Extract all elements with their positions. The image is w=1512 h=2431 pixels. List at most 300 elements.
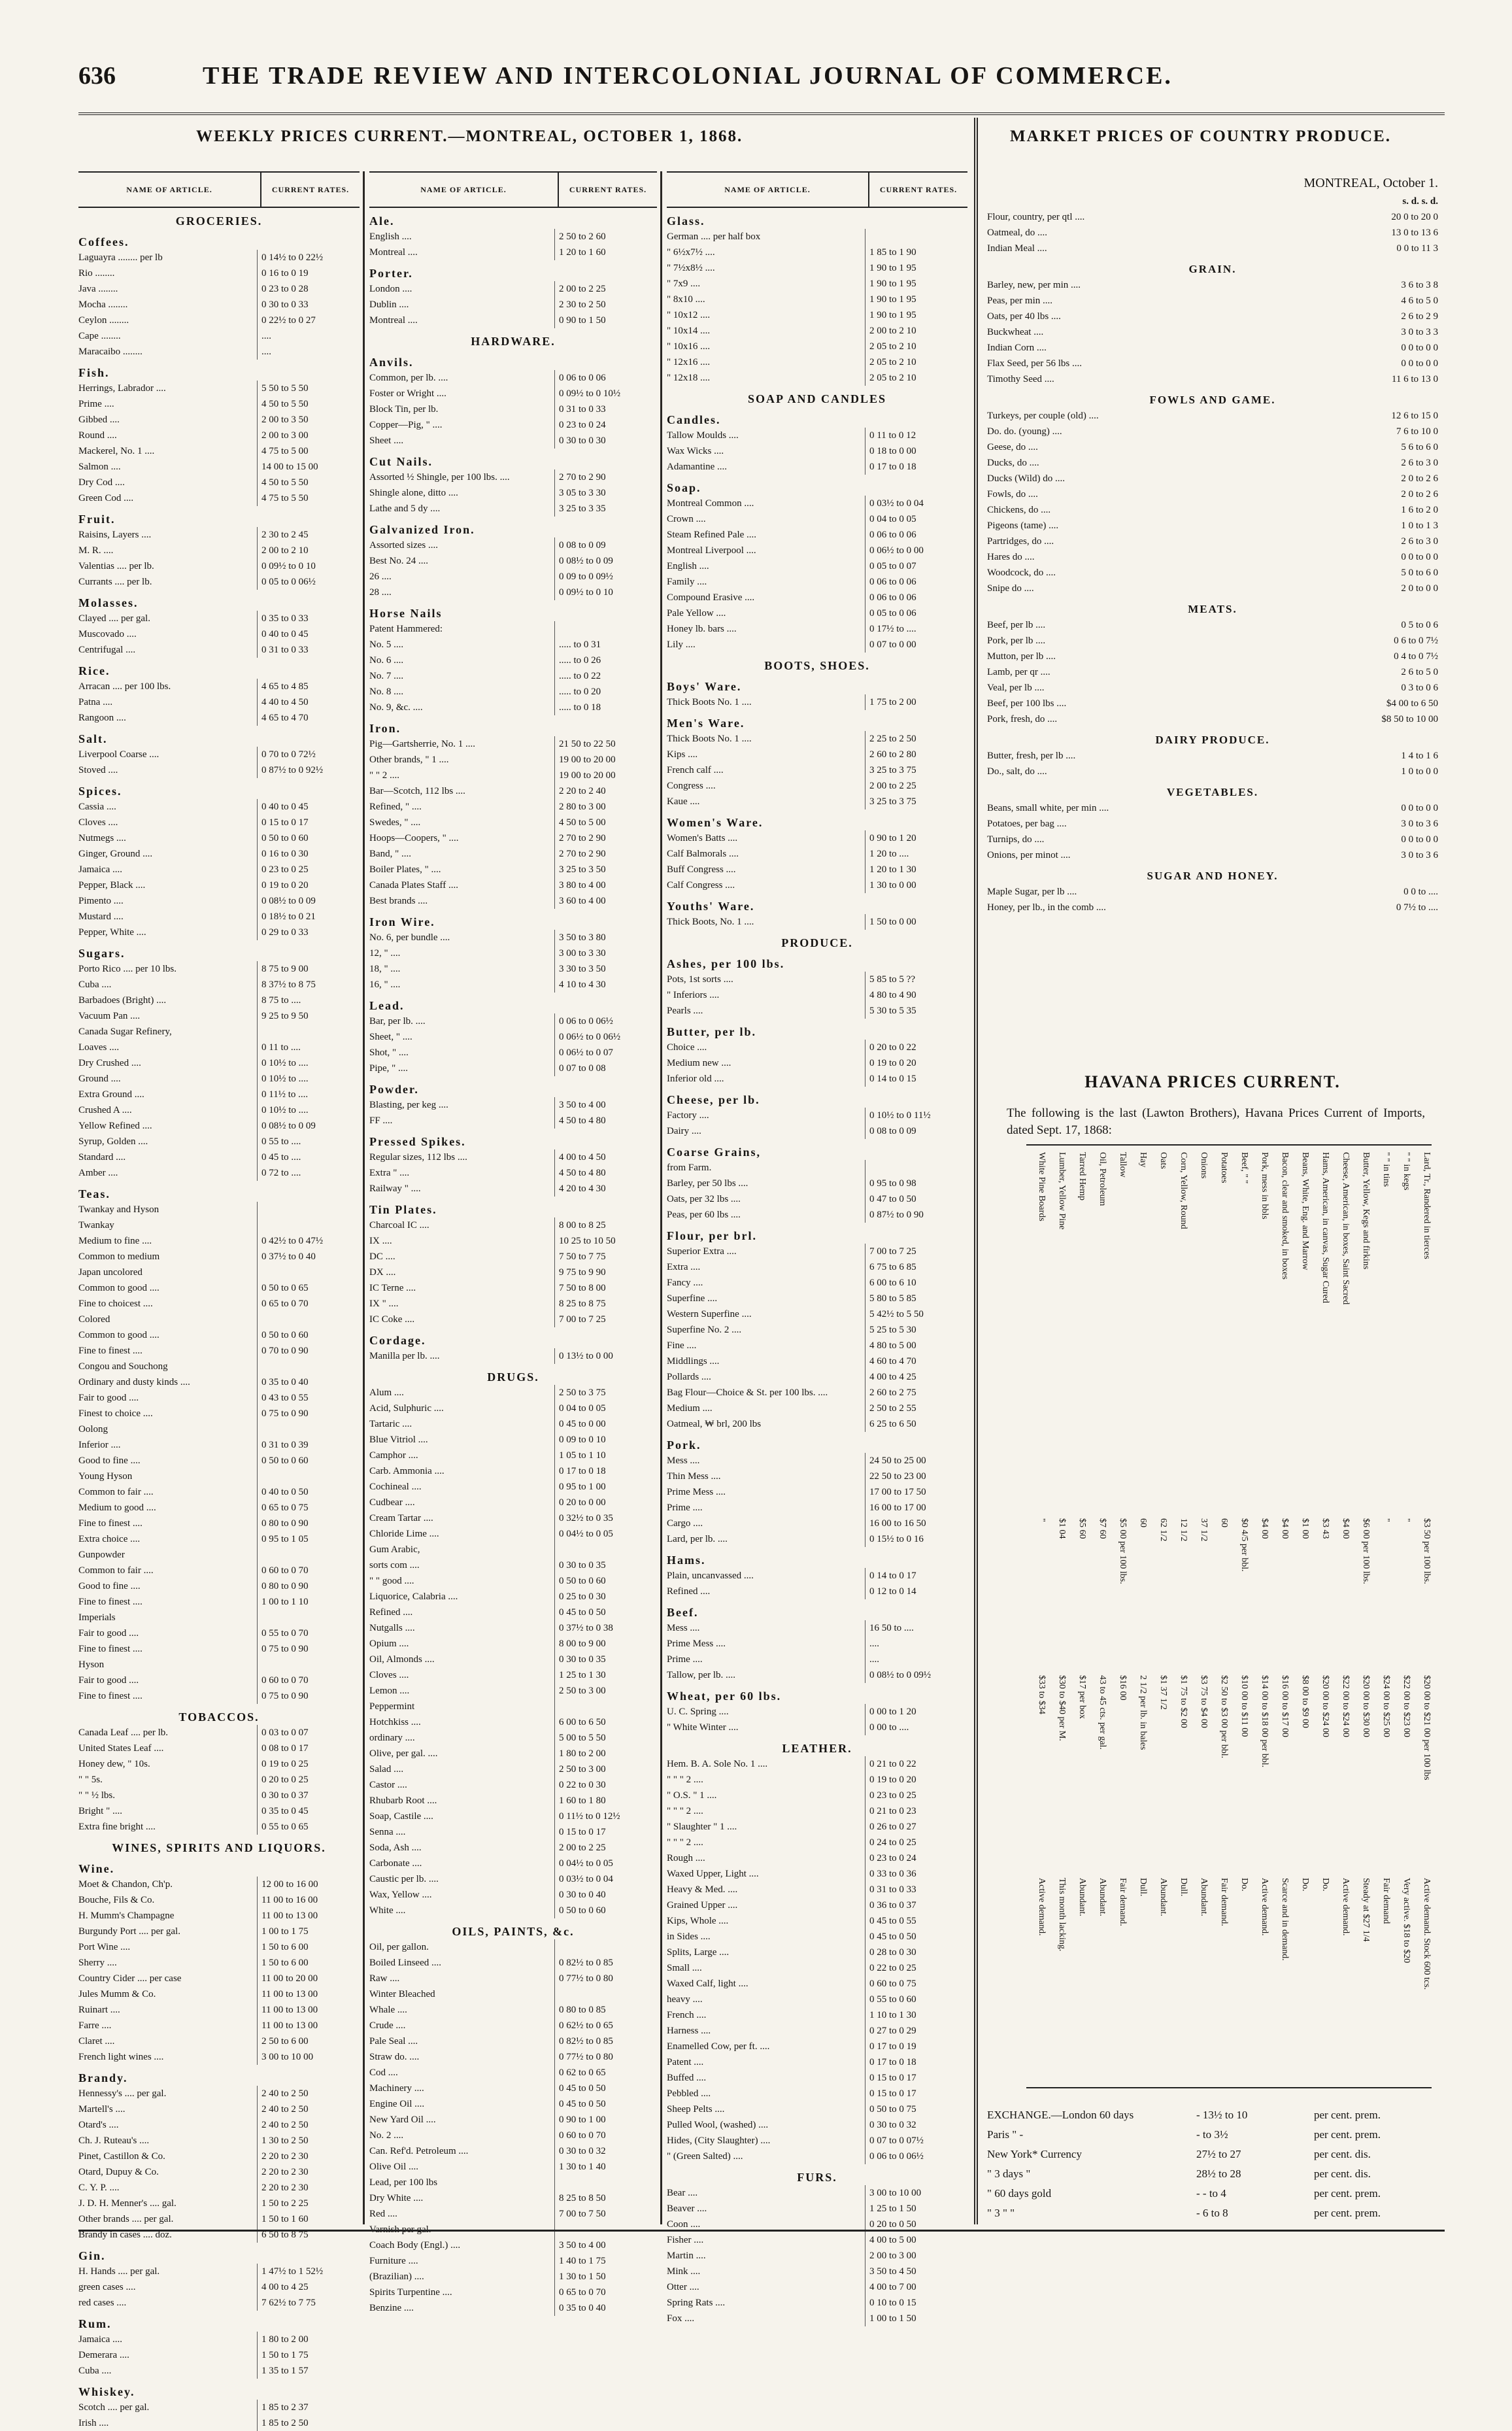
article-name: Mess .... — [667, 1455, 700, 1466]
article-name: Ruinart .... — [78, 2005, 120, 2015]
havana-item: Tallow — [1118, 1152, 1128, 1178]
current-rate: 4 20 to 4 30 — [554, 1181, 657, 1197]
current-rate: 1 10 to 1 30 — [865, 2007, 967, 2023]
current-rate: 2 20 to 2 30 — [257, 2164, 360, 2180]
current-rate: 0 06½ to 0 07 — [554, 1045, 657, 1061]
market-row — [987, 371, 1438, 387]
current-rate: 1 30 to 1 50 — [554, 2269, 657, 2285]
current-rate: 4 00 to 4 25 — [257, 2279, 360, 2295]
price-row — [369, 815, 657, 830]
current-rate: 0 04 to 0 05 — [865, 511, 967, 527]
article-name: Choice .... — [667, 1042, 707, 1053]
article-name: Honey lb. bars .... — [667, 624, 737, 634]
price-row — [667, 1720, 967, 1735]
current-rate: 0 30 to 0 37 — [257, 1788, 360, 1803]
article-name: Gunpowder — [78, 1550, 125, 1560]
article-name: Medium to fine .... — [78, 1236, 152, 1246]
article-name: Honey, per lb., in the comb .... — [987, 902, 1106, 913]
current-rate: .... — [257, 328, 360, 344]
price-row — [667, 846, 967, 862]
article-name: Hennessy's .... per gal. — [78, 2088, 167, 2099]
current-rate: 0 80 to 0 85 — [554, 2002, 657, 2018]
article-name: Dairy .... — [667, 1126, 701, 1136]
article-name: Geese, do .... — [987, 442, 1038, 452]
column-body — [667, 213, 967, 2326]
current-rate: 16 50 to .... — [865, 1620, 967, 1636]
category-heading: WINES, SPIRITS AND LIQUORS. — [112, 1841, 326, 1854]
current-rate: 7 00 to 7 50 — [554, 2206, 657, 2222]
price-row — [369, 1714, 657, 1730]
price-row — [78, 1280, 360, 1296]
current-rate: 1 00 to 1 10 — [257, 1594, 360, 1610]
current-rate: 0 20 to 0 50 — [865, 2217, 967, 2232]
price-row — [667, 914, 967, 930]
article-name: Best brands .... — [369, 896, 428, 906]
article-name: Veal, per lb .... — [987, 683, 1045, 693]
havana-column — [1110, 1152, 1128, 2074]
article-name: Heavy & Med. .... — [667, 1884, 738, 1895]
market-row — [987, 471, 1438, 486]
current-rate: 0 23 to 0 28 — [257, 281, 360, 297]
price-row — [667, 762, 967, 778]
current-rate: 0 29 to 0 33 — [257, 925, 360, 940]
price-row — [369, 1809, 657, 1824]
price-row — [667, 1667, 967, 1683]
current-rate: 7 50 to 8 00 — [554, 1280, 657, 1296]
current-rate: 12 00 to 16 00 — [257, 1877, 360, 1892]
article-name: (Brazilian) .... — [369, 2271, 424, 2282]
current-rate: 0 20 to 0 22 — [865, 1040, 967, 1055]
article-name: Engine Oil .... — [369, 2099, 425, 2109]
subcategory-heading: Molasses. — [78, 596, 139, 609]
market-row — [987, 764, 1438, 779]
subcategory-heading: Beef. — [667, 1606, 699, 1619]
price-row — [667, 1992, 967, 2007]
price-row — [78, 762, 360, 778]
price-row — [78, 1374, 360, 1390]
article-name: Bright " .... — [78, 1806, 122, 1816]
article-name: Western Superfine .... — [667, 1309, 752, 1319]
article-name: Common to medium — [78, 1251, 160, 1262]
article-name: U. C. Spring .... — [667, 1707, 729, 1717]
current-rate: 0 23 to 0 24 — [865, 1850, 967, 1866]
price-row — [78, 1390, 360, 1406]
price-row — [78, 1673, 360, 1688]
article-name: Yellow Refined .... — [78, 1121, 152, 1131]
current-rate: 0 30 to 0 32 — [554, 2143, 657, 2159]
current-rate: 20 0 to 20 0 — [1391, 212, 1438, 222]
price-row — [369, 668, 657, 684]
price-row — [78, 1725, 360, 1741]
article-name: Laguayra ........ per lb — [78, 252, 163, 263]
market-row — [987, 696, 1438, 711]
price-row — [369, 2253, 657, 2269]
column-header-name: NAME OF ARTICLE. — [126, 185, 212, 194]
current-rate: .... — [865, 1636, 967, 1652]
article-name: Olive, per gal. .... — [369, 1748, 438, 1759]
current-rate: 0 55 to .... — [257, 1134, 360, 1149]
current-rate: 0 06½ to 0 06½ — [554, 1029, 657, 1045]
subcategory-heading: Butter, per lb. — [667, 1025, 757, 1038]
exchange-name: " 3 " " — [987, 2207, 1015, 2219]
article-name: Cape ........ — [78, 331, 121, 341]
article-name: Fair to good .... — [78, 1628, 139, 1639]
current-rate: 7 00 to 7 25 — [865, 1244, 967, 1259]
current-rate: 2 30 to 2 50 — [554, 297, 657, 313]
current-rate: 1 85 to 2 50 — [257, 2415, 360, 2431]
market-row — [987, 408, 1438, 424]
article-name: Charcoal IC .... — [369, 1220, 429, 1231]
current-rate — [865, 229, 967, 245]
current-rate: 12 6 to 15 0 — [1391, 411, 1438, 421]
article-name: Colored — [78, 1314, 110, 1325]
article-name: Amber .... — [78, 1168, 118, 1178]
price-row — [667, 1584, 967, 1599]
exchange-note: per cent. prem. — [1314, 2207, 1381, 2219]
article-name: Shingle alone, ditto .... — [369, 488, 458, 498]
havana-duty: 60 — [1219, 1518, 1229, 1527]
havana-price: $17 per box — [1077, 1675, 1087, 1719]
article-name: " 10x16 .... — [667, 341, 711, 352]
article-name: Hyson — [78, 1659, 105, 1670]
article-name: Partridges, do .... — [987, 536, 1054, 547]
article-name: White .... — [369, 1905, 406, 1916]
current-rate: 3 6 to 3 8 — [1401, 280, 1438, 290]
article-name: Oil, Almonds .... — [369, 1654, 435, 1665]
price-row — [78, 2332, 360, 2347]
havana-item: Bacon, clear and smoked, in boxes — [1280, 1152, 1290, 1280]
price-row — [667, 1123, 967, 1139]
article-name: Blasting, per keg .... — [369, 1100, 448, 1110]
havana-duty: $4 00 — [1341, 1518, 1351, 1539]
article-name: Mocha ........ — [78, 299, 128, 310]
havana-remark: Very active. $18 to $20 — [1402, 1878, 1411, 1964]
current-rate — [257, 1312, 360, 1327]
current-rate: 0 03½ to 0 04 — [554, 1871, 657, 1887]
price-row — [78, 396, 360, 412]
havana-duty: $3 50 per 100 lbs. — [1422, 1518, 1432, 1584]
current-rate: 0 55 to 0 60 — [865, 1992, 967, 2007]
price-row — [667, 370, 967, 386]
price-row — [78, 1756, 360, 1772]
price-row — [369, 783, 657, 799]
price-row — [369, 569, 657, 585]
current-rate: 1 40 to 1 75 — [554, 2253, 657, 2269]
havana-remark: Abundant. — [1199, 1878, 1209, 1916]
price-row — [78, 1071, 360, 1087]
article-name: No. 9, &c. .... — [369, 702, 423, 713]
price-row — [369, 893, 657, 909]
current-rate: 0 42½ to 0 47½ — [257, 1233, 360, 1249]
article-name: Bar, per lb. .... — [369, 1016, 426, 1027]
article-name: Pulled Wool, (washed) .... — [667, 2120, 769, 2130]
current-rate: 0 45 to 0 50 — [554, 2081, 657, 2096]
article-name: Tallow Moulds .... — [667, 430, 739, 441]
havana-duty: $3 43 — [1320, 1518, 1330, 1539]
current-rate: 11 00 to 13 00 — [257, 1986, 360, 2002]
article-name: Dry Crushed .... — [78, 1058, 141, 1068]
article-name: French light wines .... — [78, 2052, 164, 2062]
article-name: Peas, per min .... — [987, 296, 1052, 306]
current-rate: 0 87½ to 0 90 — [865, 1207, 967, 1223]
price-row — [369, 1746, 657, 1761]
article-name: Bar—Scotch, 112 lbs .... — [369, 786, 465, 796]
article-name: Woodcock, do .... — [987, 568, 1056, 578]
current-rate: 0 30 to 0 35 — [554, 1557, 657, 1573]
current-rate: 0 30 to 0 33 — [257, 297, 360, 313]
havana-price: $30 to $40 per M. — [1057, 1675, 1067, 1741]
current-rate: 1 25 to 1 30 — [554, 1667, 657, 1683]
price-row — [78, 344, 360, 360]
article-name: Crushed A .... — [78, 1105, 132, 1115]
havana-intro: The following is the last (Lawton Brothers), Havana Prices Current of Imports, dated Sept. 17, 1868: — [1007, 1106, 1425, 1137]
current-rate — [257, 1469, 360, 1484]
price-row — [369, 1730, 657, 1746]
article-name: Boiled Linseed .... — [369, 1958, 441, 1968]
current-rate: 0 35 to 0 45 — [257, 1803, 360, 1819]
price-row — [369, 846, 657, 862]
price-row — [369, 1061, 657, 1076]
current-rate: 2 50 to 2 55 — [865, 1401, 967, 1416]
article-name: Fowls, do .... — [987, 489, 1038, 500]
article-name: IX .... — [369, 1236, 392, 1246]
exchange-value: 28½ to 28 — [1196, 2168, 1241, 2180]
article-name: Raisins, Layers .... — [78, 530, 152, 540]
price-row — [667, 794, 967, 809]
subcategory-heading: Fruit. — [78, 513, 116, 526]
price-row — [369, 1149, 657, 1165]
article-name: Turkeys, per couple (old) .... — [987, 411, 1099, 421]
price-row — [369, 537, 657, 553]
current-rate: 0 33 to 0 36 — [865, 1866, 967, 1882]
price-row — [78, 1437, 360, 1453]
price-row — [667, 1338, 967, 1353]
price-row — [667, 558, 967, 574]
havana-duty: 12 1/2 — [1179, 1518, 1188, 1542]
category-heading: TOBACCOS. — [178, 1710, 260, 1724]
current-rate: 0 08½ to 0 09 — [257, 1118, 360, 1134]
price-row — [78, 1657, 360, 1673]
current-rate: 0 10½ to .... — [257, 1071, 360, 1087]
price-row — [369, 752, 657, 768]
column-header-name: NAME OF ARTICLE. — [724, 185, 811, 194]
column-divider — [660, 171, 662, 2224]
article-name: Compound Erasive .... — [667, 592, 755, 603]
article-name: Maracaibo ........ — [78, 347, 143, 357]
price-row — [78, 2149, 360, 2164]
havana-column — [1130, 1152, 1148, 2074]
current-rate: 3 25 to 3 50 — [554, 862, 657, 877]
price-row — [369, 1605, 657, 1620]
article-name: J. D. H. Menner's .... gal. — [78, 2198, 176, 2209]
current-rate: 3 60 to 4 00 — [554, 893, 657, 909]
current-rate — [257, 1202, 360, 1217]
exchange-value: - to 3½ — [1196, 2128, 1228, 2141]
article-name: Cloves .... — [78, 817, 118, 828]
article-name: Copper—Pig, " .... — [369, 420, 443, 430]
current-rate: 0 03 to 0 07 — [257, 1725, 360, 1741]
current-rate: 0 31 to 0 39 — [257, 1437, 360, 1453]
current-rate: 0 0 to 0 0 — [1401, 834, 1438, 845]
article-name: Pinet, Castillon & Co. — [78, 2151, 165, 2162]
article-name: Porto Rico .... per 10 lbs. — [78, 964, 176, 974]
current-rate: 0 35 to 0 40 — [554, 2300, 657, 2316]
subcategory-heading: Cut Nails. — [369, 455, 433, 468]
price-row — [667, 2295, 967, 2311]
price-row — [369, 1887, 657, 1903]
article-name: Regular sizes, 112 lbs .... — [369, 1152, 467, 1163]
article-name: M. R. .... — [78, 545, 114, 556]
price-row — [667, 354, 967, 370]
current-rate: 7 6 to 10 0 — [1396, 426, 1438, 437]
price-row — [369, 1699, 657, 1714]
market-prices-section — [987, 171, 1438, 915]
weekly-prices-heading: WEEKLY PRICES CURRENT.—MONTREAL, OCTOBER 1, 1868. — [196, 128, 743, 145]
price-row — [78, 490, 360, 506]
current-rate: 0 06 to 0 06 — [865, 574, 967, 590]
price-row — [369, 1296, 657, 1312]
article-name: Cuba .... — [78, 2366, 112, 2376]
current-rate: 0 45 to 0 00 — [554, 1416, 657, 1432]
current-rate: 11 6 to 13 0 — [1391, 374, 1438, 384]
price-row — [78, 961, 360, 977]
current-rate: 1 90 to 1 95 — [865, 260, 967, 276]
current-rate: 0 15½ to 0 16 — [865, 1531, 967, 1547]
current-rate: 3 05 to 3 30 — [554, 485, 657, 501]
current-rate: 0 50 to 0 60 — [257, 1327, 360, 1343]
article-name: Carb. Ammonia .... — [369, 1466, 445, 1476]
price-row — [369, 1165, 657, 1181]
article-name: Machinery .... — [369, 2083, 424, 2094]
article-name: Fine to finest .... — [78, 1518, 143, 1529]
article-name: Stoved .... — [78, 765, 118, 775]
current-rate: 0 14½ to 0 22½ — [257, 250, 360, 265]
article-name: German .... per half box — [667, 231, 761, 242]
article-name: Syrup, Golden .... — [78, 1136, 148, 1147]
subcategory-heading: Teas. — [78, 1187, 110, 1200]
price-row — [78, 679, 360, 694]
current-rate: 0 90 to 1 00 — [554, 2112, 657, 2128]
price-row — [78, 2264, 360, 2279]
article-name: Congou and Souchong — [78, 1361, 168, 1372]
current-rate: 2 00 to 2 10 — [257, 543, 360, 558]
article-name: Liverpool Coarse .... — [78, 749, 160, 760]
article-name: C. Y. P. .... — [78, 2183, 120, 2193]
price-row — [78, 1877, 360, 1892]
current-rate: 4 75 to 5 00 — [257, 443, 360, 459]
article-name: Bag Flour—Choice & St. per 100 lbs. .... — [667, 1387, 828, 1398]
article-name: Pork, fresh, do .... — [987, 714, 1058, 724]
current-rate: 2 20 to 2 30 — [257, 2149, 360, 2164]
market-row — [987, 439, 1438, 455]
current-rate: 0 18 to 0 00 — [865, 443, 967, 459]
article-name: Olive Oil .... — [369, 2162, 418, 2172]
current-rate: 11 00 to 13 00 — [257, 1908, 360, 1924]
article-name: 12, " .... — [369, 948, 401, 959]
current-rate: ..... to 0 20 — [554, 684, 657, 700]
price-row — [78, 1772, 360, 1788]
current-rate: 0 65 to 0 75 — [257, 1500, 360, 1516]
current-rate: 2 6 to 5 0 — [1401, 667, 1438, 677]
current-rate: 4 00 to 4 25 — [865, 1369, 967, 1385]
article-name: No. 7 .... — [369, 671, 404, 681]
article-name: Adamantine .... — [667, 462, 728, 472]
price-row — [78, 1359, 360, 1374]
current-rate: 3 50 to 4 50 — [865, 2264, 967, 2279]
current-rate: 0 21 to 0 23 — [865, 1803, 967, 1819]
price-row — [667, 1929, 967, 1945]
current-rate: 1 20 to 1 60 — [554, 245, 657, 260]
havana-item: " " in tins — [1381, 1152, 1391, 1187]
article-name: Barbadoes (Bright) .... — [78, 995, 167, 1006]
price-row — [369, 469, 657, 485]
article-name: Bear .... — [667, 2188, 698, 2198]
article-name: Japan uncolored — [78, 1267, 143, 1278]
havana-price: $3 75 to $4 00 — [1199, 1675, 1209, 1728]
article-name: Montreal Liverpool .... — [667, 545, 756, 556]
current-rate: 0 11 to 0 12 — [865, 428, 967, 443]
article-name: Ducks (Wild) do .... — [987, 473, 1065, 484]
current-rate: 0 19 to 0 20 — [865, 1055, 967, 1071]
current-rate: 2 80 to 3 00 — [554, 799, 657, 815]
price-row — [369, 2190, 657, 2206]
current-rate: 5 6 to 6 0 — [1401, 442, 1438, 452]
subcategory-heading: Flour, per brl. — [667, 1229, 758, 1242]
current-rate: 0 06 to 0 06½ — [554, 1013, 657, 1029]
current-rate: 1 50 to 1 60 — [257, 2211, 360, 2227]
article-name: Opium .... — [369, 1639, 409, 1649]
current-rate: 0 60 to 0 75 — [865, 1976, 967, 1992]
havana-item: Oil, Petroleum — [1098, 1152, 1107, 1206]
current-rate: 0 07 to 0 08 — [554, 1061, 657, 1076]
price-row — [78, 925, 360, 940]
price-row — [369, 1181, 657, 1197]
price-row — [78, 1265, 360, 1280]
subcategory-heading: Iron. — [369, 722, 401, 735]
article-name: Congress .... — [667, 781, 716, 791]
article-name: Spirits Turpentine .... — [369, 2287, 452, 2298]
current-rate: 0 45 to 0 50 — [554, 2096, 657, 2112]
price-row — [369, 2237, 657, 2253]
article-name: Potatoes, per bag .... — [987, 819, 1067, 829]
price-row — [78, 1134, 360, 1149]
article-name: Cloves .... — [369, 1670, 409, 1680]
price-row — [369, 417, 657, 433]
article-name: Fine to finest .... — [78, 1597, 143, 1607]
havana-remark: Dull. — [1179, 1878, 1188, 1897]
article-name: Flour, country, per qtl .... — [987, 212, 1085, 222]
article-name: Middlings .... — [667, 1356, 720, 1367]
article-name: Rhubarb Root .... — [369, 1795, 437, 1806]
current-rate: 2 70 to 2 90 — [554, 846, 657, 862]
article-name: Crown .... — [667, 514, 706, 524]
havana-price: $14 00 to $18 00 per bbl. — [1260, 1675, 1269, 1768]
market-row — [987, 664, 1438, 680]
article-name: " White Winter .... — [667, 1722, 739, 1733]
price-row — [78, 2211, 360, 2227]
article-name: Kips .... — [667, 749, 698, 760]
article-name: Standard .... — [78, 1152, 126, 1163]
current-rate: 1 05 to 1 10 — [554, 1448, 657, 1463]
exchange-note: per cent. prem. — [1314, 2128, 1381, 2141]
price-row — [78, 1469, 360, 1484]
article-name: Medium to good .... — [78, 1503, 156, 1513]
subcategory-heading: Wine. — [78, 1862, 115, 1875]
price-row — [667, 2070, 967, 2086]
current-rate: 5 42½ to 5 50 — [865, 1306, 967, 1322]
article-name: Sherry .... — [78, 1958, 117, 1968]
article-name: Rough .... — [667, 1853, 705, 1863]
